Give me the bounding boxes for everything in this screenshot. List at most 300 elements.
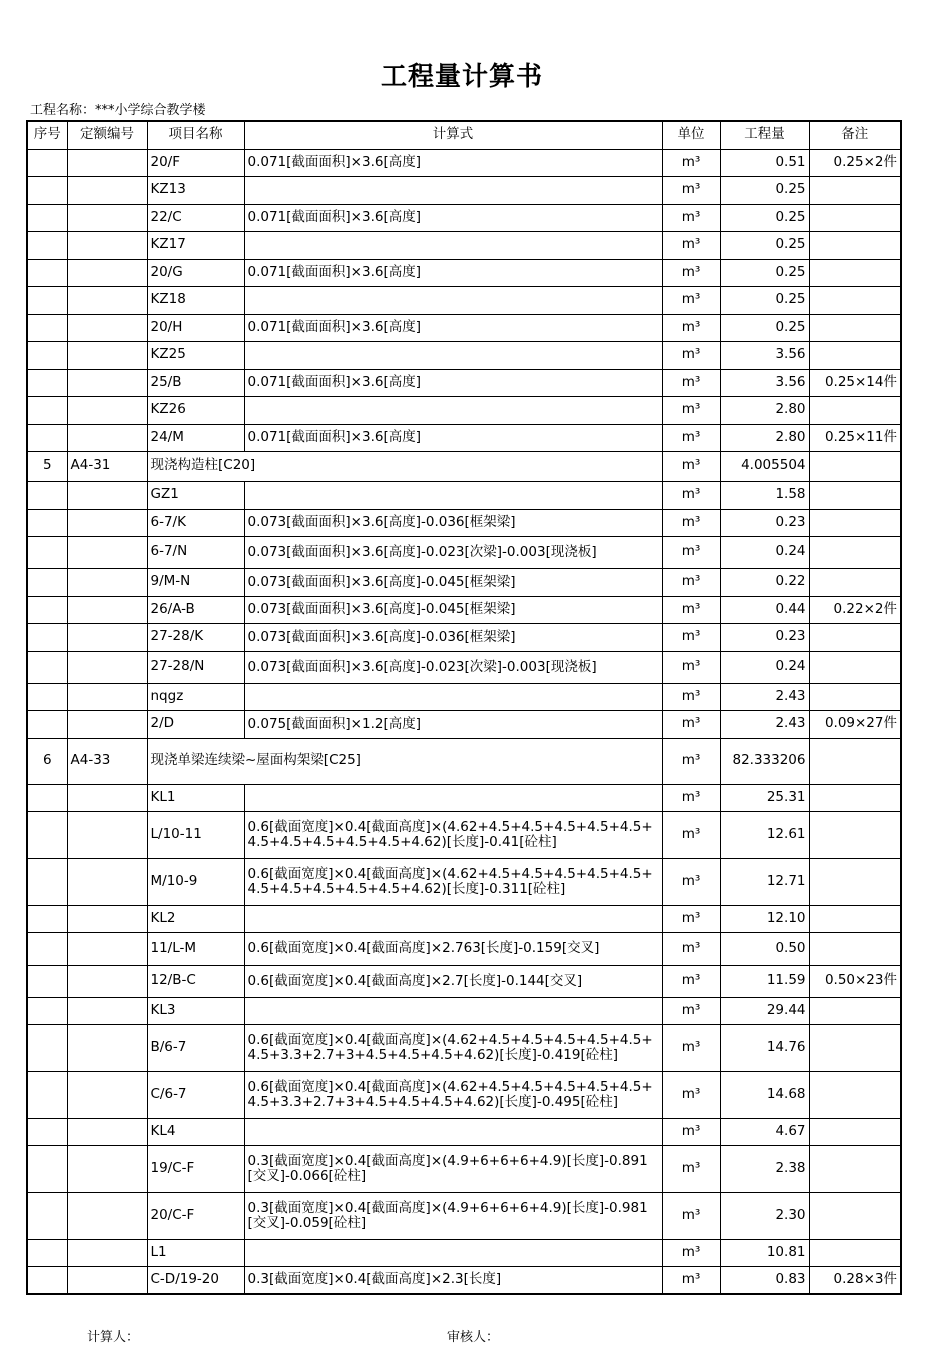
cell-formula: 0.3[截面宽度]×0.4[截面高度]×2.3[长度] xyxy=(244,1266,662,1294)
cell-quantity: 0.23 xyxy=(720,623,809,651)
cell-formula: 0.073[截面面积]×3.6[高度]-0.036[框架梁] xyxy=(244,509,662,536)
cell-unit: m³ xyxy=(662,286,720,314)
cell-seq xyxy=(27,341,67,369)
cell-unit: m³ xyxy=(662,176,720,204)
cell-seq xyxy=(27,568,67,596)
cell-quantity: 0.25 xyxy=(720,176,809,204)
cell-name: KL1 xyxy=(147,784,244,811)
cell-seq xyxy=(27,596,67,623)
cell-code xyxy=(67,231,147,259)
cell-quantity: 0.25 xyxy=(720,259,809,286)
cell-seq xyxy=(27,149,67,176)
cell-unit: m³ xyxy=(662,314,720,341)
table-row xyxy=(27,1118,901,1145)
cell-formula: 0.073[截面面积]×3.6[高度]-0.023[次梁]-0.003[现浇板] xyxy=(244,536,662,568)
cell-quantity: 29.44 xyxy=(720,997,809,1024)
table-row xyxy=(27,481,901,509)
cell-seq xyxy=(27,176,67,204)
cell-note xyxy=(809,1192,901,1239)
quantity-table xyxy=(26,120,902,1295)
cell-formula: 0.6[截面宽度]×0.4[截面高度]×2.7[长度]-0.144[交叉] xyxy=(244,965,662,997)
table-row xyxy=(27,451,901,481)
cell-formula: 0.6[截面宽度]×0.4[截面高度]×2.763[长度]-0.159[交叉] xyxy=(244,932,662,965)
cell-unit: m³ xyxy=(662,1145,720,1192)
cell-formula xyxy=(244,176,662,204)
table-row xyxy=(27,1192,901,1239)
cell-formula: 0.073[截面面积]×3.6[高度]-0.036[框架梁] xyxy=(244,623,662,651)
cell-note: 0.25×2件 xyxy=(809,149,901,176)
cell-name: 19/C-F xyxy=(147,1145,244,1192)
cell-quantity: 2.38 xyxy=(720,1145,809,1192)
cell-unit: m³ xyxy=(662,811,720,858)
cell-code xyxy=(67,1266,147,1294)
table-row xyxy=(27,536,901,568)
cell-code xyxy=(67,176,147,204)
cell-note xyxy=(809,176,901,204)
cell-formula xyxy=(244,905,662,932)
cell-seq: 6 xyxy=(27,738,67,784)
cell-code xyxy=(67,1239,147,1266)
cell-unit: m³ xyxy=(662,1071,720,1118)
cell-note xyxy=(809,341,901,369)
cell-formula: 0.073[截面面积]×3.6[高度]-0.045[框架梁] xyxy=(244,568,662,596)
cell-note xyxy=(809,932,901,965)
cell-unit: m³ xyxy=(662,451,720,481)
cell-name: B/6-7 xyxy=(147,1024,244,1071)
cell-seq xyxy=(27,1024,67,1071)
table-row xyxy=(27,259,901,286)
cell-name: KZ25 xyxy=(147,341,244,369)
cell-unit: m³ xyxy=(662,1239,720,1266)
cell-name: 25/B xyxy=(147,369,244,396)
cell-note: 0.09×27件 xyxy=(809,710,901,738)
cell-seq xyxy=(27,710,67,738)
project-name: 工程名称：***小学综合教学楼 xyxy=(30,103,206,118)
cell-seq xyxy=(27,651,67,683)
table-header-row xyxy=(27,121,901,149)
table-row xyxy=(27,231,901,259)
cell-unit: m³ xyxy=(662,204,720,231)
cell-note xyxy=(809,259,901,286)
cell-code xyxy=(67,1192,147,1239)
cell-unit: m³ xyxy=(662,341,720,369)
table-row xyxy=(27,341,901,369)
cell-note: 0.50×23件 xyxy=(809,965,901,997)
cell-formula xyxy=(244,1118,662,1145)
cell-note xyxy=(809,683,901,710)
table-row xyxy=(27,176,901,204)
cell-seq xyxy=(27,965,67,997)
cell-seq xyxy=(27,1071,67,1118)
cell-unit: m³ xyxy=(662,784,720,811)
cell-code xyxy=(67,784,147,811)
cell-note xyxy=(809,536,901,568)
table-row xyxy=(27,204,901,231)
cell-formula xyxy=(244,341,662,369)
cell-name: 2/D xyxy=(147,710,244,738)
cell-formula xyxy=(244,286,662,314)
cell-quantity: 10.81 xyxy=(720,1239,809,1266)
table-row xyxy=(27,965,901,997)
table-row xyxy=(27,932,901,965)
cell-name: C-D/19-20 xyxy=(147,1266,244,1294)
cell-name: 27-28/N xyxy=(147,651,244,683)
cell-unit: m³ xyxy=(662,1266,720,1294)
cell-note xyxy=(809,314,901,341)
cell-name: 24/M xyxy=(147,424,244,451)
cell-seq xyxy=(27,623,67,651)
cell-seq xyxy=(27,1118,67,1145)
table-row xyxy=(27,396,901,424)
table-row xyxy=(27,314,901,341)
cell-name: 27-28/K xyxy=(147,623,244,651)
cell-quantity: 0.22 xyxy=(720,568,809,596)
cell-quantity: 3.56 xyxy=(720,341,809,369)
table-row xyxy=(27,858,901,905)
cell-formula: 0.071[截面面积]×3.6[高度] xyxy=(244,369,662,396)
cell-name: KL3 xyxy=(147,997,244,1024)
cell-formula xyxy=(244,396,662,424)
cell-quantity: 12.10 xyxy=(720,905,809,932)
cell-unit: m³ xyxy=(662,738,720,784)
cell-name: KZ13 xyxy=(147,176,244,204)
cell-quantity: 2.43 xyxy=(720,710,809,738)
cell-code xyxy=(67,259,147,286)
cell-code xyxy=(67,369,147,396)
cell-code xyxy=(67,536,147,568)
cell-seq xyxy=(27,932,67,965)
cell-note xyxy=(809,204,901,231)
cell-seq xyxy=(27,1239,67,1266)
cell-quantity: 0.23 xyxy=(720,509,809,536)
cell-quantity: 0.25 xyxy=(720,286,809,314)
table-row xyxy=(27,710,901,738)
cell-code: A4-33 xyxy=(67,738,147,784)
cell-note xyxy=(809,623,901,651)
cell-code xyxy=(67,651,147,683)
table-row xyxy=(27,568,901,596)
cell-unit: m³ xyxy=(662,710,720,738)
cell-formula: 0.075[截面面积]×1.2[高度] xyxy=(244,710,662,738)
cell-quantity: 14.68 xyxy=(720,1071,809,1118)
cell-note xyxy=(809,997,901,1024)
cell-note: 0.28×3件 xyxy=(809,1266,901,1294)
cell-code xyxy=(67,568,147,596)
cell-code xyxy=(67,1024,147,1071)
cell-unit: m³ xyxy=(662,424,720,451)
cell-name: KL2 xyxy=(147,905,244,932)
cell-name: 9/M-N xyxy=(147,568,244,596)
table-row xyxy=(27,997,901,1024)
table-row xyxy=(27,1266,901,1294)
table-row xyxy=(27,683,901,710)
cell-quantity: 1.58 xyxy=(720,481,809,509)
cell-name: 6-7/K xyxy=(147,509,244,536)
cell-note xyxy=(809,231,901,259)
table-row xyxy=(27,738,901,784)
cell-note xyxy=(809,396,901,424)
cell-code xyxy=(67,396,147,424)
cell-seq xyxy=(27,509,67,536)
cell-quantity: 82.333206 xyxy=(720,738,809,784)
page-title: 工程量计算书 xyxy=(380,62,543,92)
cell-formula: 0.3[截面宽度]×0.4[截面高度]×(4.9+6+6+6+4.9)[长度]-0.891[交叉]-0.066[砼柱] xyxy=(244,1145,662,1192)
cell-code xyxy=(67,481,147,509)
cell-name: L/10-11 xyxy=(147,811,244,858)
cell-formula xyxy=(244,231,662,259)
header-seq: 序号 xyxy=(27,121,67,149)
header-quantity: 工程量 xyxy=(720,121,809,149)
cell-name: C/6-7 xyxy=(147,1071,244,1118)
cell-name: 20/F xyxy=(147,149,244,176)
cell-note: 0.25×14件 xyxy=(809,369,901,396)
cell-code xyxy=(67,710,147,738)
cell-quantity: 14.76 xyxy=(720,1024,809,1071)
cell-note xyxy=(809,784,901,811)
cell-seq xyxy=(27,259,67,286)
cell-name: L1 xyxy=(147,1239,244,1266)
cell-code xyxy=(67,509,147,536)
cell-seq xyxy=(27,369,67,396)
cell-code xyxy=(67,932,147,965)
cell-code xyxy=(67,596,147,623)
table-row xyxy=(27,149,901,176)
cell-unit: m³ xyxy=(662,481,720,509)
cell-code xyxy=(67,424,147,451)
cell-seq xyxy=(27,424,67,451)
cell-seq xyxy=(27,314,67,341)
cell-formula xyxy=(244,481,662,509)
cell-code: A4-31 xyxy=(67,451,147,481)
cell-formula: 0.073[截面面积]×3.6[高度]-0.045[框架梁] xyxy=(244,596,662,623)
cell-note xyxy=(809,858,901,905)
cell-quantity: 12.71 xyxy=(720,858,809,905)
cell-name: 现浇单梁连续梁~屋面构架梁[C25] xyxy=(147,738,662,784)
cell-note xyxy=(809,481,901,509)
cell-unit: m³ xyxy=(662,509,720,536)
cell-quantity: 2.30 xyxy=(720,1192,809,1239)
table-row xyxy=(27,1239,901,1266)
cell-code xyxy=(67,683,147,710)
cell-quantity: 4.005504 xyxy=(720,451,809,481)
table-row xyxy=(27,286,901,314)
cell-seq xyxy=(27,1192,67,1239)
cell-code xyxy=(67,858,147,905)
cell-unit: m³ xyxy=(662,149,720,176)
header-name: 项目名称 xyxy=(147,121,244,149)
table-body xyxy=(27,149,901,1294)
cell-note xyxy=(809,1024,901,1071)
cell-note xyxy=(809,811,901,858)
cell-quantity: 0.25 xyxy=(720,204,809,231)
cell-code xyxy=(67,341,147,369)
cell-formula: 0.071[截面面积]×3.6[高度] xyxy=(244,424,662,451)
cell-formula: 0.6[截面宽度]×0.4[截面高度]×(4.62+4.5+4.5+4.5+4.5+4.5+4.5+4.5+4.5+4.5+4.5+4.62)[长度]-0.311[砼柱] xyxy=(244,858,662,905)
reviewer-label: 审核人： xyxy=(447,1330,500,1345)
cell-formula xyxy=(244,1239,662,1266)
cell-quantity: 3.56 xyxy=(720,369,809,396)
cell-quantity: 0.25 xyxy=(720,314,809,341)
cell-name: KZ17 xyxy=(147,231,244,259)
cell-name: 现浇构造柱[C20] xyxy=(147,451,662,481)
cell-seq xyxy=(27,286,67,314)
cell-formula: 0.6[截面宽度]×0.4[截面高度]×(4.62+4.5+4.5+4.5+4.5+4.5+4.5+4.5+4.5+4.5+4.5+4.62)[长度]-0.41[砼柱] xyxy=(244,811,662,858)
cell-note xyxy=(809,1145,901,1192)
cell-quantity: 11.59 xyxy=(720,965,809,997)
cell-name: KZ26 xyxy=(147,396,244,424)
cell-code xyxy=(67,997,147,1024)
cell-quantity: 0.24 xyxy=(720,536,809,568)
cell-formula: 0.071[截面面积]×3.6[高度] xyxy=(244,259,662,286)
cell-name: 26/A-B xyxy=(147,596,244,623)
cell-name: KZ18 xyxy=(147,286,244,314)
cell-quantity: 0.44 xyxy=(720,596,809,623)
cell-name: 20/G xyxy=(147,259,244,286)
cell-quantity: 0.25 xyxy=(720,231,809,259)
cell-unit: m³ xyxy=(662,231,720,259)
cell-quantity: 2.43 xyxy=(720,683,809,710)
cell-seq xyxy=(27,997,67,1024)
cell-unit: m³ xyxy=(662,932,720,965)
cell-name: KL4 xyxy=(147,1118,244,1145)
cell-code xyxy=(67,204,147,231)
cell-unit: m³ xyxy=(662,965,720,997)
table-row xyxy=(27,651,901,683)
cell-code xyxy=(67,965,147,997)
cell-unit: m³ xyxy=(662,1024,720,1071)
cell-seq xyxy=(27,481,67,509)
table-row xyxy=(27,509,901,536)
cell-note: 0.25×11件 xyxy=(809,424,901,451)
cell-formula: 0.071[截面面积]×3.6[高度] xyxy=(244,314,662,341)
table-row xyxy=(27,784,901,811)
table-row xyxy=(27,424,901,451)
cell-note xyxy=(809,651,901,683)
cell-unit: m³ xyxy=(662,1118,720,1145)
header-unit: 单位 xyxy=(662,121,720,149)
table-row xyxy=(27,1071,901,1118)
calculator-label: 计算人： xyxy=(87,1330,140,1345)
cell-quantity: 4.67 xyxy=(720,1118,809,1145)
cell-unit: m³ xyxy=(662,259,720,286)
cell-formula xyxy=(244,683,662,710)
cell-code xyxy=(67,149,147,176)
table-row xyxy=(27,369,901,396)
cell-quantity: 0.51 xyxy=(720,149,809,176)
cell-code xyxy=(67,1118,147,1145)
cell-unit: m³ xyxy=(662,369,720,396)
cell-formula xyxy=(244,997,662,1024)
cell-formula xyxy=(244,784,662,811)
cell-seq xyxy=(27,811,67,858)
cell-seq xyxy=(27,905,67,932)
cell-code xyxy=(67,1145,147,1192)
cell-seq xyxy=(27,396,67,424)
cell-quantity: 25.31 xyxy=(720,784,809,811)
cell-unit: m³ xyxy=(662,858,720,905)
table-row xyxy=(27,811,901,858)
cell-name: 6-7/N xyxy=(147,536,244,568)
table-row xyxy=(27,596,901,623)
cell-name: M/10-9 xyxy=(147,858,244,905)
cell-code xyxy=(67,286,147,314)
cell-note xyxy=(809,905,901,932)
cell-note xyxy=(809,738,901,784)
cell-note xyxy=(809,1118,901,1145)
table-row xyxy=(27,623,901,651)
cell-seq xyxy=(27,204,67,231)
cell-note xyxy=(809,286,901,314)
cell-unit: m³ xyxy=(662,997,720,1024)
cell-seq xyxy=(27,536,67,568)
cell-seq xyxy=(27,1145,67,1192)
cell-formula: 0.071[截面面积]×3.6[高度] xyxy=(244,204,662,231)
cell-name: 22/C xyxy=(147,204,244,231)
cell-note xyxy=(809,451,901,481)
table-row xyxy=(27,1024,901,1071)
cell-formula: 0.3[截面宽度]×0.4[截面高度]×(4.9+6+6+6+4.9)[长度]-0.981[交叉]-0.059[砼柱] xyxy=(244,1192,662,1239)
cell-code xyxy=(67,905,147,932)
cell-formula: 0.071[截面面积]×3.6[高度] xyxy=(244,149,662,176)
cell-code xyxy=(67,1071,147,1118)
cell-code xyxy=(67,623,147,651)
cell-formula: 0.6[截面宽度]×0.4[截面高度]×(4.62+4.5+4.5+4.5+4.5+4.5+4.5+3.3+2.7+3+4.5+4.5+4.5+4.62)[长度]-0.495[砼柱] xyxy=(244,1071,662,1118)
header-formula: 计算式 xyxy=(244,121,662,149)
cell-unit: m³ xyxy=(662,683,720,710)
cell-unit: m³ xyxy=(662,596,720,623)
cell-note xyxy=(809,1239,901,1266)
cell-name: 11/L-M xyxy=(147,932,244,965)
header-code: 定额编号 xyxy=(67,121,147,149)
cell-seq xyxy=(27,858,67,905)
cell-note: 0.22×2件 xyxy=(809,596,901,623)
cell-unit: m³ xyxy=(662,536,720,568)
cell-quantity: 0.24 xyxy=(720,651,809,683)
cell-quantity: 0.50 xyxy=(720,932,809,965)
header-note: 备注 xyxy=(809,121,901,149)
cell-quantity: 0.83 xyxy=(720,1266,809,1294)
cell-name: 20/H xyxy=(147,314,244,341)
cell-unit: m³ xyxy=(662,1192,720,1239)
cell-unit: m³ xyxy=(662,651,720,683)
cell-name: 20/C-F xyxy=(147,1192,244,1239)
cell-unit: m³ xyxy=(662,623,720,651)
cell-code xyxy=(67,314,147,341)
cell-name: 12/B-C xyxy=(147,965,244,997)
table-row xyxy=(27,1145,901,1192)
cell-unit: m³ xyxy=(662,396,720,424)
cell-quantity: 2.80 xyxy=(720,396,809,424)
cell-seq xyxy=(27,1266,67,1294)
cell-unit: m³ xyxy=(662,568,720,596)
cell-quantity: 12.61 xyxy=(720,811,809,858)
cell-quantity: 2.80 xyxy=(720,424,809,451)
cell-unit: m³ xyxy=(662,905,720,932)
cell-note xyxy=(809,509,901,536)
cell-seq xyxy=(27,231,67,259)
cell-seq xyxy=(27,683,67,710)
cell-seq: 5 xyxy=(27,451,67,481)
cell-seq xyxy=(27,784,67,811)
cell-note xyxy=(809,1071,901,1118)
cell-note xyxy=(809,568,901,596)
table-row xyxy=(27,905,901,932)
cell-code xyxy=(67,811,147,858)
cell-formula: 0.073[截面面积]×3.6[高度]-0.023[次梁]-0.003[现浇板] xyxy=(244,651,662,683)
cell-formula: 0.6[截面宽度]×0.4[截面高度]×(4.62+4.5+4.5+4.5+4.5+4.5+4.5+3.3+2.7+3+4.5+4.5+4.5+4.62)[长度]-0.419[砼柱] xyxy=(244,1024,662,1071)
cell-name: nqgz xyxy=(147,683,244,710)
cell-name: GZ1 xyxy=(147,481,244,509)
